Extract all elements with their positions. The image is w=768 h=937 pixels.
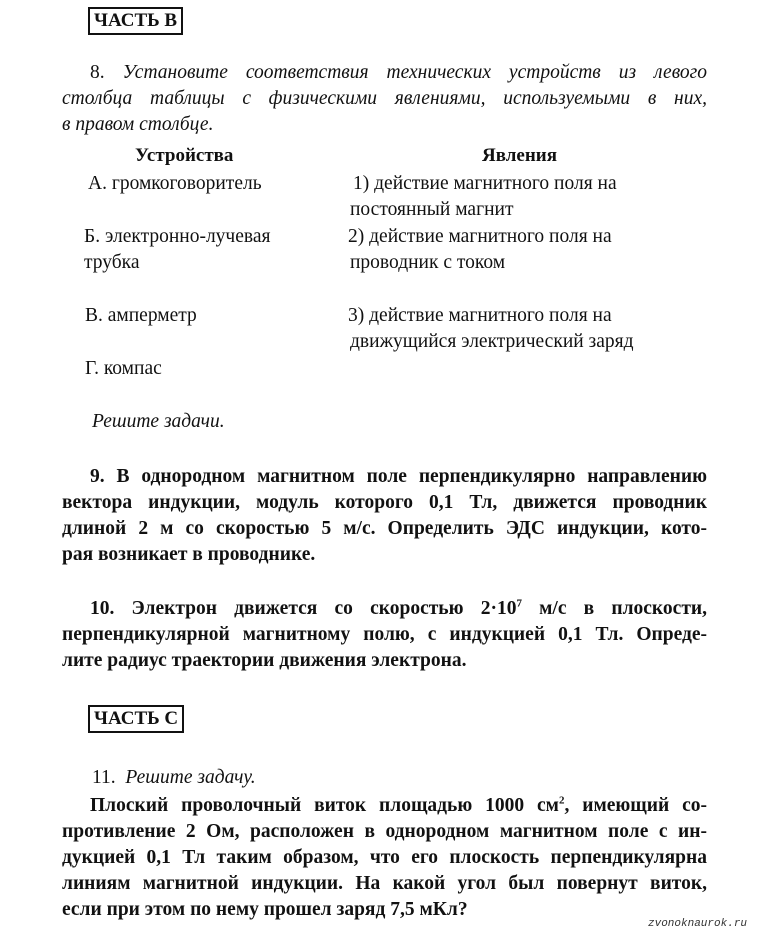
part-b-title: ЧАСТЬ В <box>88 7 183 35</box>
table-header-phenomena: Явления <box>482 145 557 166</box>
question-11-line-2: противление 2 Ом, расположен в однородном магнитном поле с ин- <box>62 821 707 842</box>
phenomenon-3-line-2: движущийся электрический заряд <box>350 331 634 352</box>
phenomenon-1-line-2: постоянный магнит <box>350 199 514 220</box>
question-10-line-2: перпендикулярной магнитному полю, с индукцией 0,1 Тл. Опреде- <box>62 624 707 645</box>
question-9-line-2: вектора индукции, модуль которого 0,1 Тл, движется проводник <box>62 492 707 513</box>
question-8 <box>62 60 707 138</box>
device-b-line-2: трубка <box>84 252 140 273</box>
question-9-line-3: длиной 2 м со скоростью 5 м/с. Определить ЭДС индукции, кото- <box>62 518 707 539</box>
device-b-line-1: Б. электронно-лучевая <box>84 226 271 247</box>
question-9 <box>62 464 707 568</box>
watermark: zvonoknaurok.ru <box>648 918 748 930</box>
phenomenon-2-line-2: проводник с током <box>350 252 506 273</box>
question-11-line-1: Плоский проволочный виток площадью 1000 $см^2$, имеющий со- <box>90 794 708 816</box>
question-8-number: 8. <box>90 62 105 83</box>
question-11-number: 11. <box>92 767 116 788</box>
phenomenon-1-line-1: 1) действие магнитного поля на <box>353 173 617 194</box>
solve-tasks-label: Решите задачи. <box>92 411 225 432</box>
part-c-title: ЧАСТЬ С <box>88 705 184 733</box>
question-8-line-2: столбца таблицы с физическими явлениями, используемыми в них, <box>62 88 707 109</box>
question-11-label: Решите задачу. <box>125 767 256 788</box>
question-11-line-3: дукцией 0,1 Тл таким образом, что его плоскость перпендикулярна <box>62 847 707 868</box>
question-8-line-3: в правом столбце. <box>62 114 214 135</box>
table-header-devices: Устройства <box>135 145 234 166</box>
device-d: Г. компас <box>85 358 162 379</box>
phenomenon-2-line-1: 2) действие магнитного поля на <box>348 226 612 247</box>
question-11-line-5: если при этом по нему прошел заряд 7,5 мКл? <box>62 899 468 920</box>
question-10-exponent: 7 <box>516 597 522 610</box>
question-9-line-1: 9. В однородном магнитном поле перпендикулярно направлению <box>90 466 707 487</box>
question-8-line-1: Установите соответствия технических устройств из левого <box>122 62 708 83</box>
question-11-line-4: линиям магнитной индукции. На какой угол был повернут виток, <box>62 873 707 894</box>
question-9-line-4: рая возникает в проводнике. <box>62 544 316 565</box>
phenomenon-3-line-1: 3) действие магнитного поля на <box>348 305 612 326</box>
question-11-header <box>92 765 256 791</box>
question-11-exponent: 2 <box>558 794 565 807</box>
question-10-line-3: лите радиус траектории движения электрона. <box>62 650 467 671</box>
device-a: А. громкоговоритель <box>88 173 262 194</box>
question-10-line-1: 10. Электрон движется со скоростью $2\cdot 10^7$ м/с в плоскости, <box>90 597 708 619</box>
device-c: В. амперметр <box>85 305 197 326</box>
question-10 <box>62 596 707 674</box>
question-11-body <box>62 793 707 923</box>
